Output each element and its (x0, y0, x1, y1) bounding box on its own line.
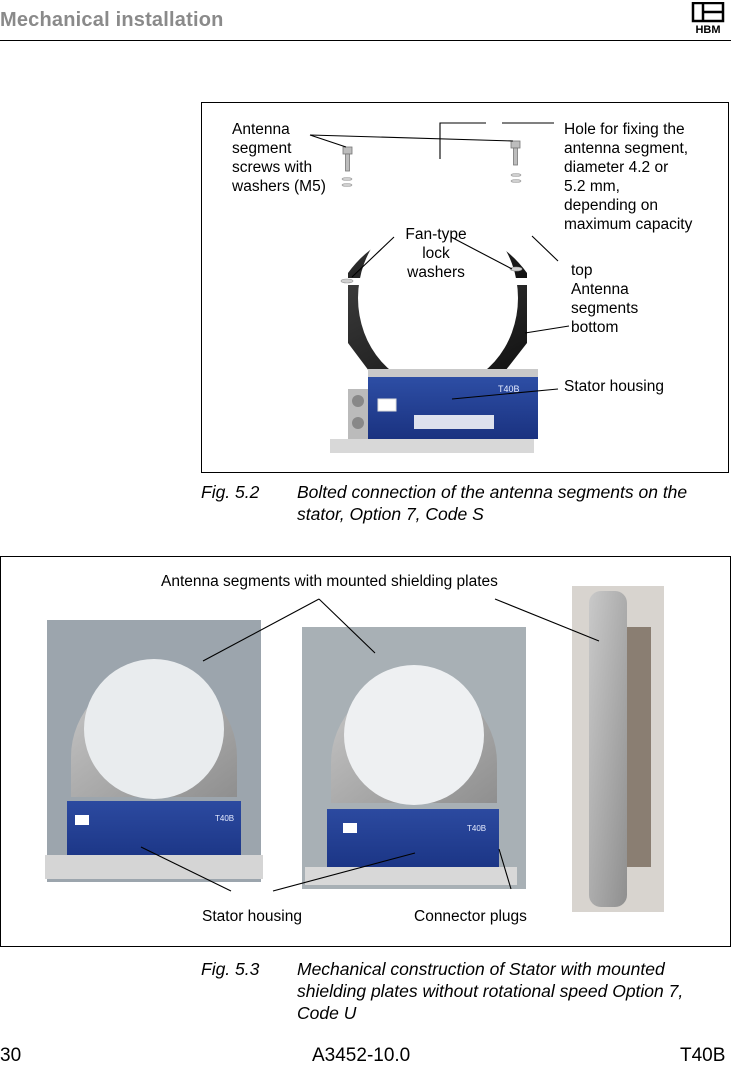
label-fixing-hole: Hole for fixing the antenna segment, diameter 4.2 or 5.2 mm, depending on maximum capacity (564, 121, 693, 233)
device-label-angled: T40B (467, 824, 487, 833)
page-number: 30 (0, 1045, 22, 1066)
figure-5-3-caption: Mechanical construction of Stator with mounted shielding plates without rotational speed Option 7, Code U (297, 959, 684, 1023)
label-lock-washers: Fan-type lock washers (405, 226, 467, 281)
document-id: A3452-10.0 (312, 1045, 411, 1066)
figure-5-2-caption: Bolted connection of the antenna segments on the stator, Option 7, Code S (297, 482, 688, 524)
device-label-front: T40B (215, 814, 235, 823)
device-label: T40B (498, 384, 520, 394)
product-name: T40B (680, 1045, 726, 1066)
figure-5-2 (201, 102, 729, 473)
figure-5-3-illustration (1, 557, 730, 946)
header-rule (0, 40, 731, 41)
label-connector-plugs: Connector plugs (414, 908, 527, 925)
label-antenna-segment-screws: Antenna segment screws with washers (M5) (232, 121, 326, 195)
logo-text: HBM (695, 24, 721, 34)
label-antenna-segments: top Antenna segments bottom (571, 262, 639, 336)
screws (343, 141, 520, 171)
label-stator-housing: Stator housing (564, 378, 664, 395)
hbm-logo (687, 2, 729, 34)
section-title: Mechanical installation (0, 9, 224, 31)
figure-5-3-number: Fig. 5.3 (201, 959, 260, 979)
figure-5-3 (0, 556, 731, 947)
label-antenna-shielding-plates: Antenna segments with mounted shielding plates (161, 573, 498, 590)
label-stator-housing-2: Stator housing (202, 908, 302, 925)
figure-5-2-number: Fig. 5.2 (201, 482, 260, 502)
